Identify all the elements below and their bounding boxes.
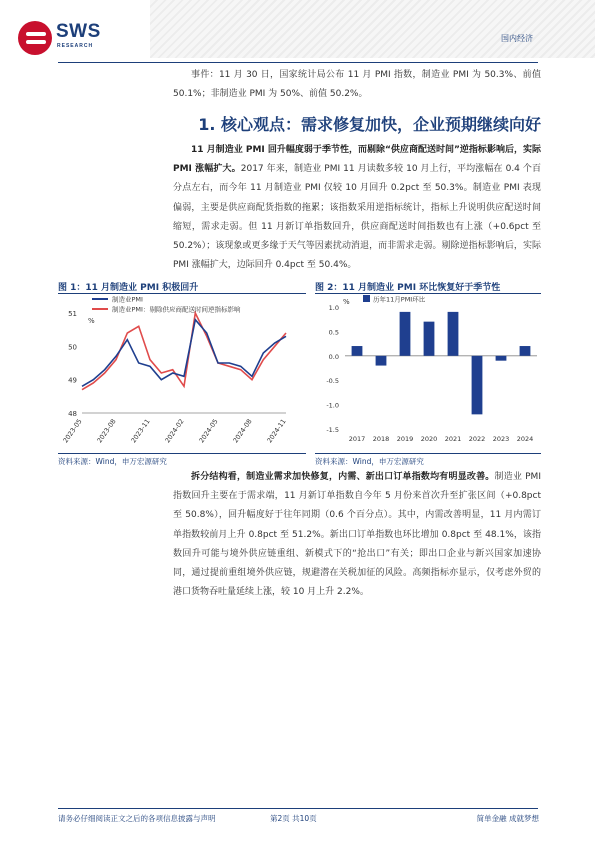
paragraph-2-body: 制造业 PMI 指数回升主要在于需求端，11 月新订单指数自今年 5 月份来首次升至扩张区间（+0.8pct 至 50.8%），回升幅度好于往年同期（0.6 个百分点）。其中，内需改善明显，11 月内需订单指数较前月上升 0.8pct 至 51.2%。新出口订单指数也环比增加 0.8pct 至 48.1%，该指数回升可能与境外供应链重组、新模式下的“抢出口”有关；即出口企业与新兴国家加速协同，通过提前重组境外供应链，规避潜在关税加征的风险。高频指标亦显示，仅考虑外贸的港口货物吞吐量延续上涨，较 10 月上升 2.2%。 xyxy=(173,472,541,598)
bar xyxy=(376,356,387,366)
bar xyxy=(400,312,411,356)
legend-label: 历年11月PMI环比 xyxy=(373,295,426,304)
bar xyxy=(472,356,483,415)
figure-2-title: 图 2：11 月制造业 PMI 环比恢复好于季节性 xyxy=(315,283,501,293)
figure-1-source: 资料来源：Wind，申万宏源研究 xyxy=(58,457,167,466)
y-tick-label: -1.0 xyxy=(326,401,339,410)
x-tick-label: 2023-05 xyxy=(61,417,84,445)
series-line xyxy=(82,320,286,387)
y-tick-label: 50 xyxy=(68,343,77,352)
x-tick-label: 2024-05 xyxy=(197,417,220,445)
figure-2-bottom-rule xyxy=(315,453,541,454)
x-tick-label: 2020 xyxy=(420,435,438,443)
x-tick-label: 2023-11 xyxy=(129,417,152,445)
bar xyxy=(424,322,435,356)
logo-text: SWS xyxy=(56,21,101,42)
line-chart xyxy=(58,295,306,453)
footer-disclaimer: 请务必仔细阅读正文之后的各项信息披露与声明 xyxy=(58,814,216,823)
y-unit-label: % xyxy=(88,317,95,325)
y-tick-label: 1.0 xyxy=(328,304,339,312)
legend-label: 制造业PMI xyxy=(112,295,143,304)
x-tick-label: 2023 xyxy=(492,435,510,443)
y-tick-label: 0.0 xyxy=(328,352,339,361)
figure-2-rule xyxy=(315,293,541,294)
report-category: 国内经济 xyxy=(501,34,533,43)
x-tick-label: 2024-02 xyxy=(163,417,186,445)
figure-1-title: 图 1：11 月制造业 PMI 积极回升 xyxy=(58,283,199,293)
y-tick-label: 49 xyxy=(68,376,77,385)
figure-1-rule xyxy=(58,293,306,294)
bar xyxy=(520,346,531,356)
company-logo xyxy=(18,18,128,56)
figure-2-source: 资料来源：Wind，申万宏源研究 xyxy=(315,457,424,466)
event-paragraph: 事件：11 月 30 日，国家统计局公布 11 月 PMI 指数，制造业 PMI 为 50.3%、前值 50.1%；非制造业 PMI 为 50%、前值 50.2%。 xyxy=(173,70,541,100)
paragraph-1-body: 2017 年来，制造业 PMI 11 月读数多较 10 月上行，平均涨幅在 0.4 个百分点左右，而今年 11 月制造业 PMI 仅较 10 月回升 0.2pct 至 50.3%。制造业 PMI 表现偏弱，主要是供应商配货指数的拖累；该指数采用逆指标统计，指标上升说明供应配送时间缩短，需求走弱。但 11 月新订单指数回升，供应商配送时间指数也有上涨（+0.6pct 至 50.2%）；该现象或更多缘于天气等因素扰动消退，而非需求走弱。剔除逆指标影响后，实际 PMI 涨幅扩大，边际回升 0.4pct 至 50.4%。 xyxy=(173,164,541,271)
bar xyxy=(448,312,459,356)
figure-1-bottom-rule xyxy=(58,453,306,454)
y-tick-label: -0.5 xyxy=(326,377,339,386)
header-divider xyxy=(58,62,538,63)
y-tick-label: 48 xyxy=(68,410,77,418)
y-tick-label: -1.5 xyxy=(326,426,339,434)
logo-subtext: RESEARCH xyxy=(57,43,94,49)
logo-icon xyxy=(18,21,52,55)
series-line xyxy=(82,313,286,390)
x-tick-label: 2022 xyxy=(468,435,486,443)
x-tick-label: 2023-08 xyxy=(95,417,118,445)
x-tick-label: 2024-08 xyxy=(231,417,254,445)
x-tick-label: 2017 xyxy=(348,435,366,443)
legend-label: 制造业PMI：剔除供应商配送时间逆指标影响 xyxy=(112,305,241,314)
y-tick-label: 0.5 xyxy=(328,328,339,337)
bar xyxy=(352,346,363,356)
x-tick-label: 2024-11 xyxy=(265,417,288,445)
paragraph-2-lead: 拆分结构看，制造业需求加快修复，内需、新出口订单指数均有明显改善。 xyxy=(191,472,495,482)
x-tick-label: 2018 xyxy=(372,435,390,443)
paragraph-2 xyxy=(173,468,541,602)
bar xyxy=(496,356,507,361)
y-tick-label: 51 xyxy=(68,310,77,318)
header-banner xyxy=(150,0,595,58)
paragraph-1-lead: 11 月制造业 PMI 回升幅度弱于季节性，而剔除“供应商配送时间”逆指标影响后，实际 PMI 涨幅扩大。 xyxy=(173,145,541,175)
x-tick-label: 2019 xyxy=(396,435,414,443)
section-title: 1. 核心观点：需求修复加快，企业预期继续向好 xyxy=(198,115,541,134)
x-tick-label: 2024 xyxy=(516,435,534,443)
footer-divider xyxy=(58,808,538,809)
paragraph-1 xyxy=(173,141,541,275)
y-unit-label: % xyxy=(343,298,350,306)
legend-swatch xyxy=(363,295,370,302)
x-tick-label: 2021 xyxy=(444,435,462,443)
page-number: 第2页 共10页 xyxy=(270,814,317,823)
footer-slogan: 简单金融 成就梦想 xyxy=(476,814,539,823)
bar-chart xyxy=(315,295,541,453)
